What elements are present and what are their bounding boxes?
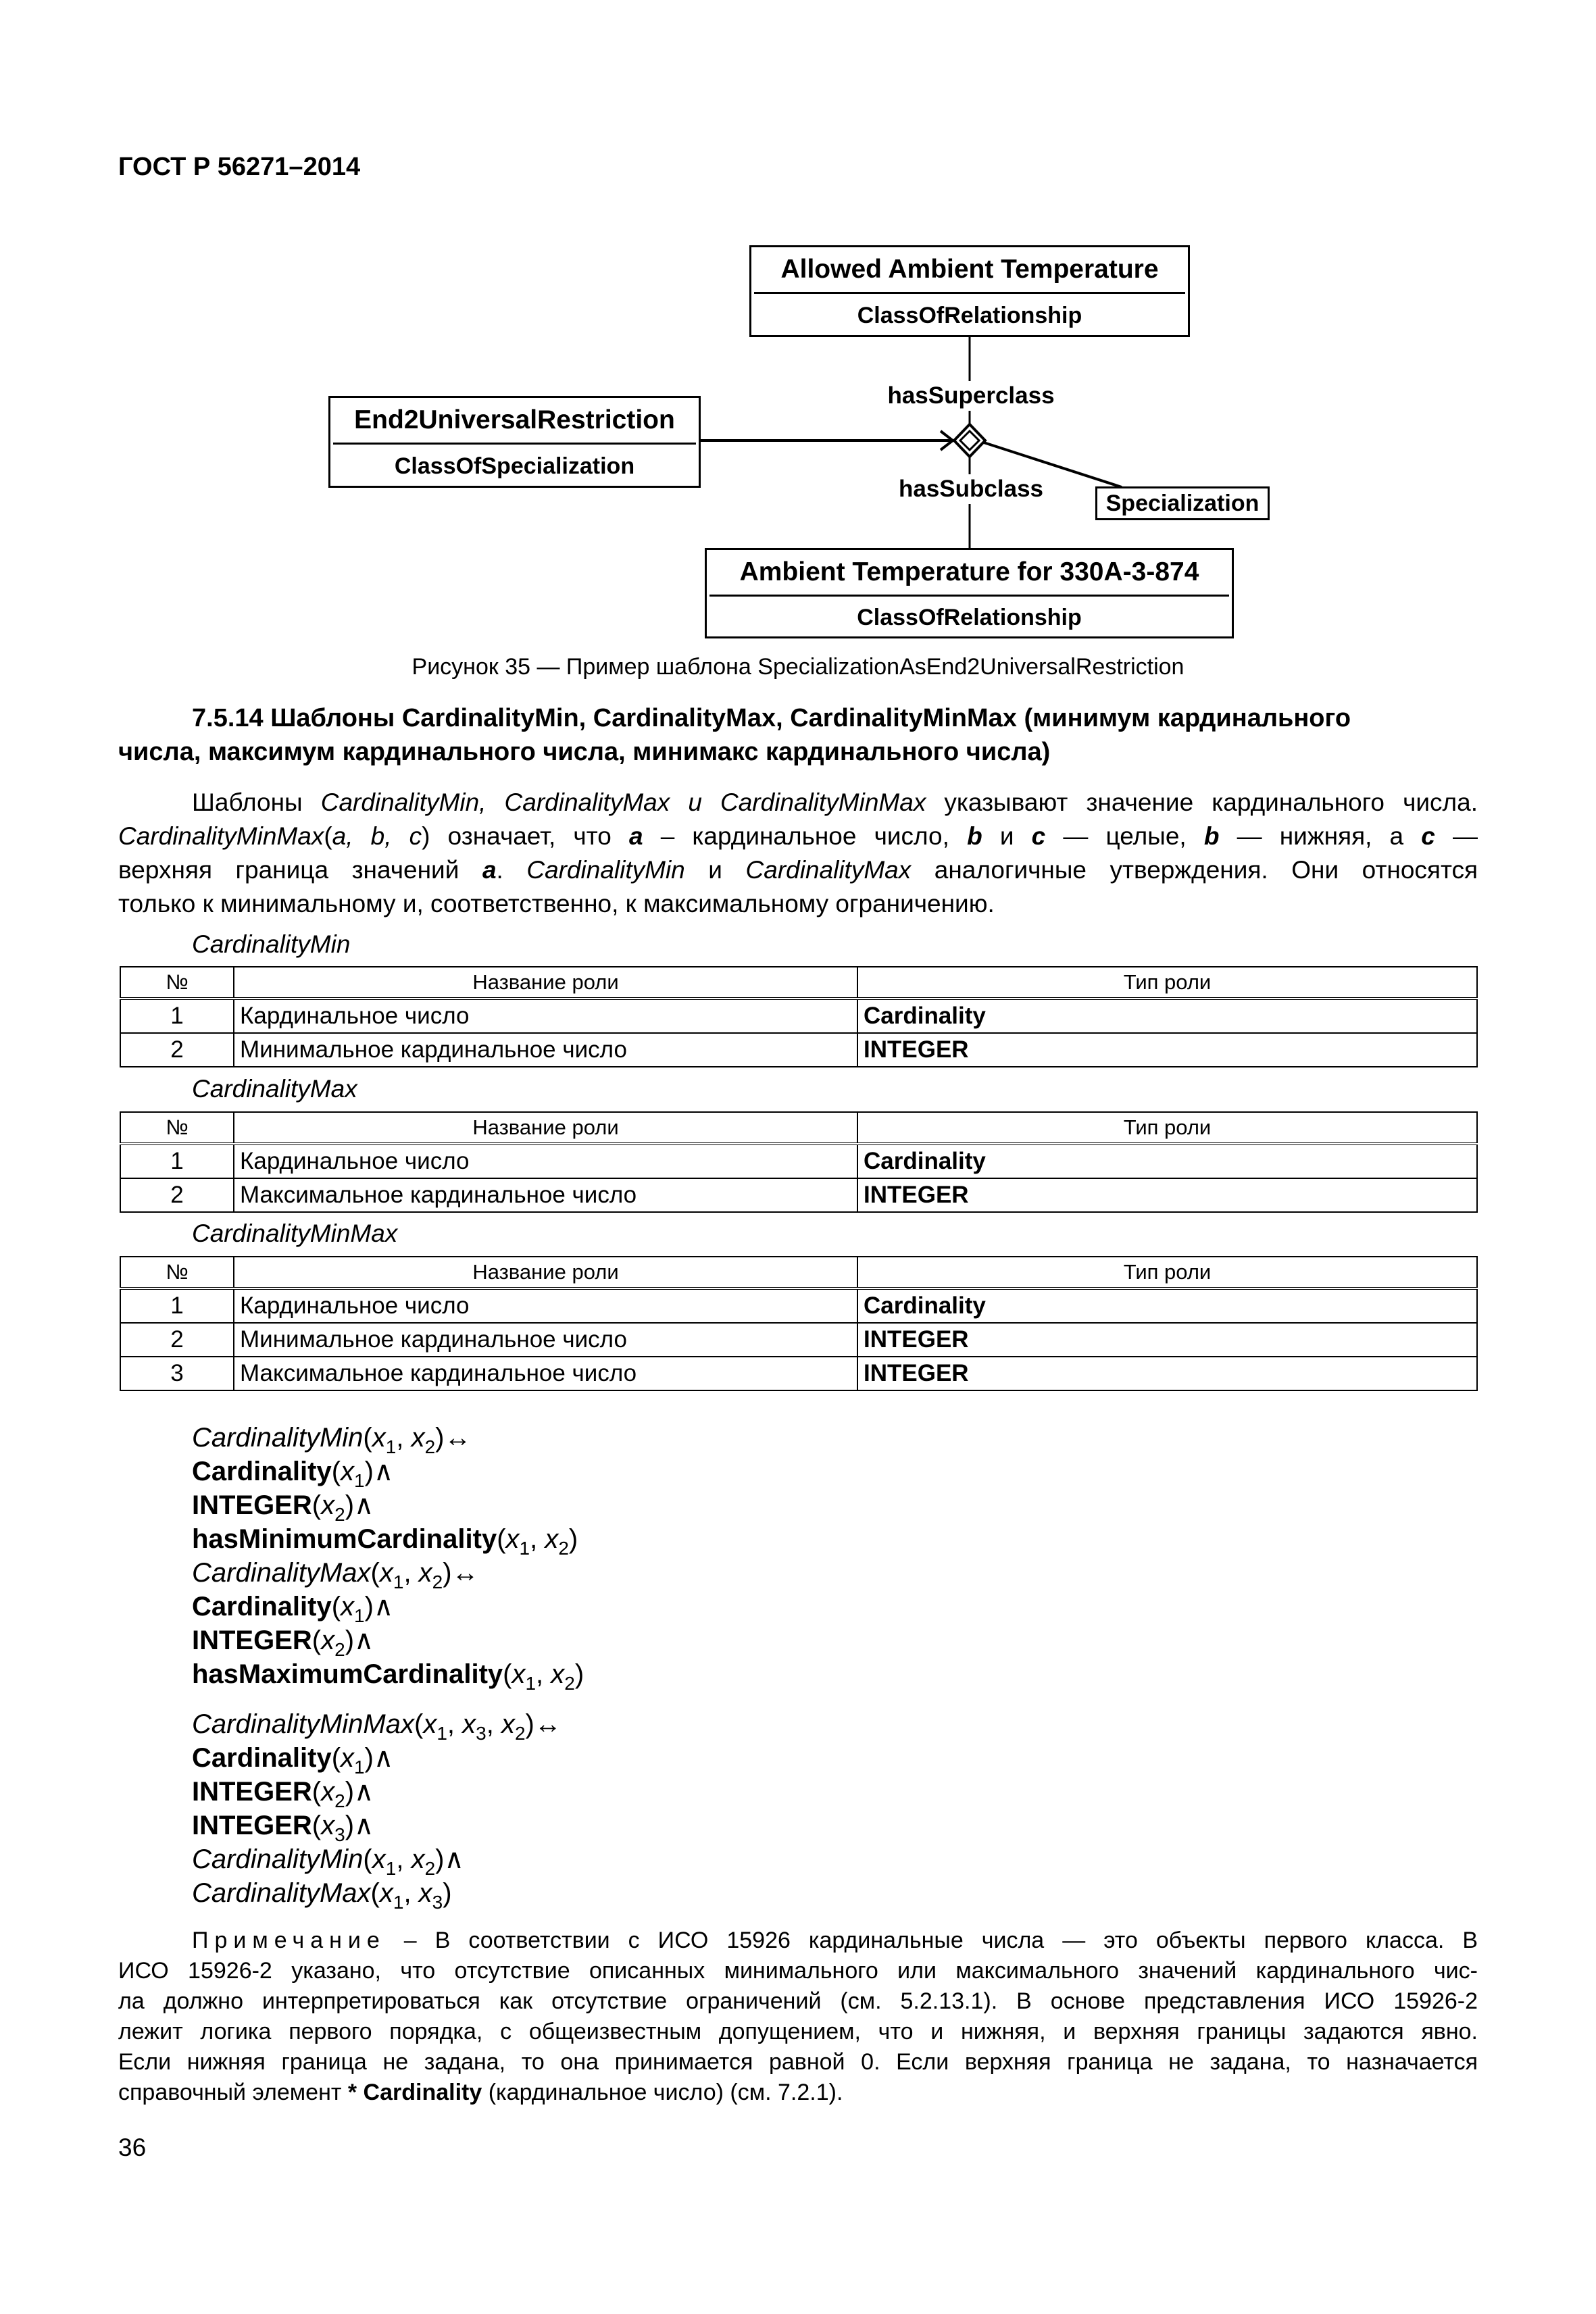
predicate-name: CardinalityMinMax xyxy=(192,1709,414,1739)
table-cell: Кардинальное число xyxy=(234,1288,857,1323)
text: указывают значение кардинального числа. xyxy=(926,788,1478,816)
predicate-name: INTEGER xyxy=(192,1811,312,1840)
variable: x xyxy=(372,1423,386,1453)
variable-index: 2 xyxy=(558,1538,569,1559)
predicate-name: Cardinality xyxy=(192,1457,332,1486)
table-cell: INTEGER xyxy=(857,1033,1477,1067)
text: ) означает, что xyxy=(422,822,629,850)
logic-operator: ∧ xyxy=(373,1592,394,1621)
table-label: CardinalityMinMax xyxy=(192,1219,398,1247)
table-cell: 2 xyxy=(120,1323,234,1357)
box-type: ClassOfRelationship xyxy=(857,302,1082,328)
table-cell: INTEGER xyxy=(857,1357,1477,1390)
variable-index: 2 xyxy=(564,1673,575,1694)
table-cell: Cardinality xyxy=(857,1144,1477,1178)
logic-operator: ∧ xyxy=(373,1743,394,1773)
formula-line: $Cardinality(x_1)\wedge$ xyxy=(192,1457,394,1491)
roles-table xyxy=(120,1111,1478,1213)
variable: x xyxy=(341,1592,355,1621)
logic-operator: ∧ xyxy=(354,1490,374,1520)
box-title: End2UniversalRestriction xyxy=(333,398,696,445)
roles-table xyxy=(120,1256,1478,1391)
var: a xyxy=(482,856,497,884)
column-header: Название роли xyxy=(234,1112,857,1144)
formula-block xyxy=(192,1421,584,1694)
formula-line: $CardinalityMin(x_1$, $x_2)\wedge$ xyxy=(192,1844,464,1879)
text: . xyxy=(496,856,527,884)
variable-index: 3 xyxy=(476,1723,487,1744)
formula-line: $INTEGER(x_2)\wedge$ xyxy=(192,1777,374,1811)
text: ( xyxy=(324,822,332,850)
note-line: лежит логика первого порядка, с общеизвестным допущением, что и нижняя, и верхняя границы задаются явно. xyxy=(118,2019,1478,2044)
variable-index: 1 xyxy=(385,1858,397,1879)
text: и xyxy=(982,822,1032,850)
box-type: ClassOfRelationship xyxy=(857,604,1082,630)
table-cell: 2 xyxy=(120,1178,234,1212)
variable-index: 2 xyxy=(334,1639,345,1660)
logic-operator: ↔ xyxy=(451,1558,479,1588)
variable-index: 1 xyxy=(354,1605,365,1626)
roles-table xyxy=(120,966,1478,1067)
table-cell: Cardinality xyxy=(857,1288,1477,1323)
variable-index: 1 xyxy=(354,1757,365,1778)
predicate-name: CardinalityMin xyxy=(192,1423,364,1453)
reference-element: * Cardinality xyxy=(347,2080,482,2105)
variable: x xyxy=(341,1457,355,1486)
text: CardinalityMinMax xyxy=(118,822,324,850)
formula-line: $INTEGER(x_2)\wedge$ xyxy=(192,1626,374,1660)
table-cell: 2 xyxy=(120,1033,234,1067)
logic-operator: ∧ xyxy=(373,1457,394,1486)
box-allowed-ambient-temperature xyxy=(749,245,1190,337)
variable: x xyxy=(411,1844,425,1874)
column-header: Тип роли xyxy=(857,967,1477,999)
text: справочный элемент xyxy=(118,2080,348,2105)
variable-index: 2 xyxy=(334,1790,345,1811)
variable: x xyxy=(501,1709,515,1739)
variable: x xyxy=(411,1423,425,1453)
variable: x xyxy=(545,1524,559,1554)
table-cell: 3 xyxy=(120,1357,234,1390)
label-has-subclass: hasSubclass xyxy=(896,474,1046,504)
text: – В соответствии с ИСО 15926 кардинальные числа — это объекты первого класса. В xyxy=(403,1928,1478,1953)
table-row xyxy=(120,1033,1477,1067)
table-cell: Максимальное кардинальное число xyxy=(234,1357,857,1390)
variable-index: 1 xyxy=(354,1470,365,1491)
paragraph-line xyxy=(118,853,1478,887)
variable: x xyxy=(423,1709,437,1739)
note-line: Если нижняя граница не задана, то она принимается равной 0. Если верхняя граница не задана, то назначается xyxy=(118,2049,1478,2075)
table-cell: Cardinality xyxy=(857,999,1477,1033)
table-row xyxy=(120,1288,1477,1323)
variable-index: 2 xyxy=(334,1504,345,1525)
note-label: Примечание xyxy=(192,1928,386,1953)
table-row xyxy=(120,1178,1477,1212)
variable: x xyxy=(321,1626,335,1655)
figure-caption: Рисунок 35 — Пример шаблона SpecializationAsEnd2UniversalRestriction xyxy=(412,654,1184,680)
formula-line: $CardinalityMax(x_1$, $x_2)\leftrightarrow$ xyxy=(192,1558,479,1592)
table-row xyxy=(120,1323,1477,1357)
variable: x xyxy=(418,1558,432,1588)
predicate-name: INTEGER xyxy=(192,1490,312,1520)
predicate-name: INTEGER xyxy=(192,1777,312,1807)
paragraph-line xyxy=(192,786,1478,820)
table-cell: Кардинальное число xyxy=(234,1144,857,1178)
text: — xyxy=(1435,822,1478,850)
box-specialization: Specialization xyxy=(1095,486,1270,520)
text: — целые, xyxy=(1045,822,1204,850)
variable: x xyxy=(379,1558,393,1588)
table-cell: Максимальное кардинальное число xyxy=(234,1178,857,1212)
table-row xyxy=(120,1144,1477,1178)
note xyxy=(118,1926,1478,2108)
variable-index: 2 xyxy=(432,1571,443,1592)
variable-index: 1 xyxy=(385,1436,397,1457)
variable: x xyxy=(321,1490,335,1520)
variable-index: 2 xyxy=(424,1436,436,1457)
table-cell: 1 xyxy=(120,1288,234,1323)
variable-index: 3 xyxy=(334,1824,345,1845)
formula-line: $CardinalityMax(x_1$, $x_3$) xyxy=(192,1878,452,1913)
formula-line: $INTEGER(x_2)\wedge$ xyxy=(192,1490,374,1525)
variable-index: 2 xyxy=(424,1858,436,1879)
predicate-name: hasMinimumCardinality xyxy=(192,1524,497,1554)
column-header: Название роли xyxy=(234,1257,857,1288)
text: CardinalityMin xyxy=(526,856,685,884)
table-cell: Минимальное кардинальное число xyxy=(234,1033,857,1067)
table-label: CardinalityMax xyxy=(192,1075,357,1103)
variable-index: 1 xyxy=(525,1673,537,1694)
predicate-name: CardinalityMin xyxy=(192,1844,364,1874)
text: a, b, c xyxy=(332,822,422,850)
text: Шаблоны xyxy=(192,788,321,816)
table-cell: Кардинальное число xyxy=(234,999,857,1033)
logic-operator: ↔ xyxy=(444,1423,472,1453)
variable-index: 1 xyxy=(393,1571,404,1592)
logic-operator: ∧ xyxy=(354,1811,374,1840)
predicate-name: Cardinality xyxy=(192,1592,332,1621)
variable: x xyxy=(418,1878,432,1908)
text: и xyxy=(684,856,746,884)
table-header-row xyxy=(120,967,1477,999)
variable-index: 1 xyxy=(437,1723,447,1744)
column-header: № xyxy=(120,1257,234,1288)
template-names: CardinalityMin, CardinalityMax и CardinalityMinMax xyxy=(320,788,926,816)
document-header: ГОСТ Р 56271–2014 xyxy=(118,153,361,181)
table-cell: 1 xyxy=(120,999,234,1033)
var: a xyxy=(628,822,643,850)
predicate-name: INTEGER xyxy=(192,1626,312,1655)
column-header: Тип роли xyxy=(857,1257,1477,1288)
note-line xyxy=(118,2078,1478,2108)
formula-block xyxy=(192,1707,562,1913)
text: — нижняя, а xyxy=(1219,822,1422,850)
formula-line: $Cardinality(x_1)\wedge$ xyxy=(192,1743,394,1778)
table-row xyxy=(120,999,1477,1033)
formula-line: $INTEGER(x_3)\wedge$ xyxy=(192,1811,374,1845)
section-heading-line1: 7.5.14 Шаблоны CardinalityMin, CardinalityMax, CardinalityMinMax (минимум кардинального xyxy=(192,704,1351,732)
paragraph-line xyxy=(118,820,1478,853)
variable-index: 3 xyxy=(432,1892,443,1913)
text: CardinalityMax xyxy=(745,856,912,884)
box-type: ClassOfSpecialization xyxy=(394,453,635,479)
box-title: Ambient Temperature for 330A-3-874 xyxy=(709,550,1229,597)
section-heading-line2: числа, максимум кардинального числа, минимакс кардинального числа) xyxy=(118,738,1051,766)
paragraph-line: только к минимальному и, соответственно, к максимальному ограничению. xyxy=(118,890,995,917)
var: b xyxy=(967,822,982,850)
table-cell: INTEGER xyxy=(857,1178,1477,1212)
box-end2-universal-restriction xyxy=(328,396,701,488)
formula-line: $hasMaximumCardinality(x_1$, $x_2$) xyxy=(192,1659,584,1694)
variable-index: 2 xyxy=(514,1723,526,1744)
logic-operator: ∧ xyxy=(354,1626,374,1655)
table-header-row xyxy=(120,1257,1477,1288)
variable-index: 1 xyxy=(393,1892,404,1913)
variable: x xyxy=(321,1777,335,1807)
text: верхняя граница значений xyxy=(118,856,482,884)
variable: x xyxy=(372,1844,386,1874)
predicate-name: CardinalityMax xyxy=(192,1878,371,1908)
page-number: 36 xyxy=(118,2134,147,2161)
column-header: Тип роли xyxy=(857,1112,1477,1144)
predicate-name: CardinalityMax xyxy=(192,1558,371,1588)
var: b xyxy=(1203,822,1220,850)
text: – кардинальное число, xyxy=(643,822,968,850)
table-cell: INTEGER xyxy=(857,1323,1477,1357)
logic-operator: ∧ xyxy=(354,1777,374,1807)
variable: x xyxy=(551,1659,565,1689)
variable-index: 1 xyxy=(519,1538,530,1559)
table-row xyxy=(120,1357,1477,1390)
table-label: CardinalityMin xyxy=(192,930,351,958)
table-cell: 1 xyxy=(120,1144,234,1178)
formula-line: $CardinalityMinMax(x_1$, $x_3$, $x_2)\leftrightarrow$ xyxy=(192,1709,562,1744)
var: c xyxy=(1031,822,1046,850)
logic-operator: ↔ xyxy=(534,1709,562,1739)
variable: x xyxy=(512,1659,526,1689)
note-line: ла должно интерпретироваться как отсутствие ограничений (см. 5.2.13.1). В основе представления ИСО 15926-2 xyxy=(118,1988,1478,2014)
text: аналогичные утверждения. Они относятся xyxy=(911,856,1478,884)
variable: x xyxy=(321,1811,335,1840)
text: (кардинальное число) (см. 7.2.1). xyxy=(482,2080,843,2105)
table-cell: Минимальное кардинальное число xyxy=(234,1323,857,1357)
note-line xyxy=(118,1926,1478,1956)
formula-line: $Cardinality(x_1)\wedge$ xyxy=(192,1592,394,1626)
label-has-superclass: hasSuperclass xyxy=(884,381,1057,411)
variable: x xyxy=(505,1524,520,1554)
variable: x xyxy=(379,1878,393,1908)
box-title: Allowed Ambient Temperature xyxy=(754,247,1185,294)
variable: x xyxy=(341,1743,355,1773)
note-line: ИСО 15926-2 указано, что отсутствие описанных минимального или максимального значений кардинального чис- xyxy=(118,1958,1478,1984)
column-header: № xyxy=(120,967,234,999)
column-header: Название роли xyxy=(234,967,857,999)
predicate-name: hasMaximumCardinality xyxy=(192,1659,503,1689)
variable: x xyxy=(462,1709,476,1739)
var: c xyxy=(1421,822,1435,850)
predicate-name: Cardinality xyxy=(192,1743,332,1773)
column-header: № xyxy=(120,1112,234,1144)
table-header-row xyxy=(120,1112,1477,1144)
formula-line: $hasMinimumCardinality(x_1$, $x_2$) xyxy=(192,1524,578,1559)
logic-operator: ∧ xyxy=(444,1844,464,1874)
box-ambient-temperature-330a xyxy=(705,548,1234,638)
formula-line: $CardinalityMin(x_1$, $x_2)\leftrightarrow$ xyxy=(192,1423,472,1457)
